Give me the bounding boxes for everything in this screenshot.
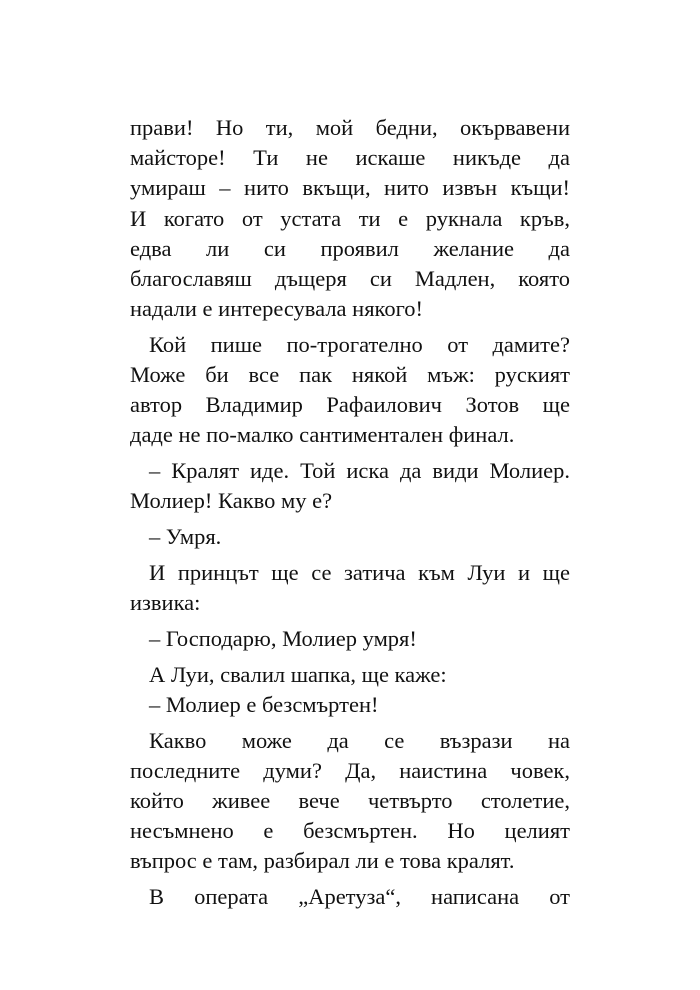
text-line: даде не по-малко сантиментален финал. — [130, 422, 515, 448]
text-line: който живее вече четвърто столетие, — [130, 788, 570, 814]
paragraph — [130, 330, 570, 451]
text-line: последните думи? Да, наистина човек, — [130, 757, 570, 783]
page-text-body — [130, 113, 570, 912]
text-line: умираш – нито вкъщи, нито извън къщи! — [130, 175, 570, 201]
text-line: автор Владимир Рафаилович Зотов ще — [130, 392, 570, 418]
text-line: – Молиер е безсмъртен! — [149, 691, 379, 717]
text-line: И когато от устата ти е рукнала кръв, — [130, 205, 570, 231]
text-line: надали е интересувала някого! — [130, 296, 423, 322]
paragraph — [130, 624, 570, 654]
text-line: прави! Но ти, мой бедни, окървавени — [130, 115, 570, 140]
paragraph — [130, 456, 570, 516]
text-line: благославяш дъщеря си Мадлен, която — [130, 265, 570, 291]
text-line: Кой пише по-трогателно от дамите? — [149, 331, 570, 357]
book-page — [130, 113, 570, 918]
paragraph — [130, 558, 570, 618]
text-line: въпрос е там, разбирал ли е това кралят. — [130, 848, 515, 874]
text-line: А Луи, свалил шапка, ще каже: — [149, 661, 447, 687]
text-line: Молиер! Какво му е? — [130, 488, 333, 514]
text-line: Може би все пак някой мъж: руският — [130, 362, 570, 388]
paragraph — [130, 113, 570, 324]
text-line: Какво може да се възрази на — [149, 727, 570, 753]
text-line: В операта „Аретуза“, написана от — [149, 884, 570, 910]
text-line: И принцът ще се затича към Луи и ще — [149, 560, 570, 585]
text-line: несъмнено е безсмъртен. Но целият — [130, 818, 570, 844]
paragraph — [130, 882, 570, 912]
paragraph — [130, 726, 570, 877]
text-line: майсторе! Ти не искаше никъде да — [130, 145, 570, 171]
paragraph — [130, 660, 570, 720]
text-line: – Кралят иде. Той иска да види Молиер. — [149, 458, 570, 484]
paragraph — [130, 522, 570, 552]
text-line: едва ли си проявил желание да — [130, 235, 570, 261]
text-line: – Господарю, Молиер умря! — [149, 625, 417, 651]
text-line: извика: — [130, 590, 201, 616]
text-line: – Умря. — [149, 524, 222, 550]
